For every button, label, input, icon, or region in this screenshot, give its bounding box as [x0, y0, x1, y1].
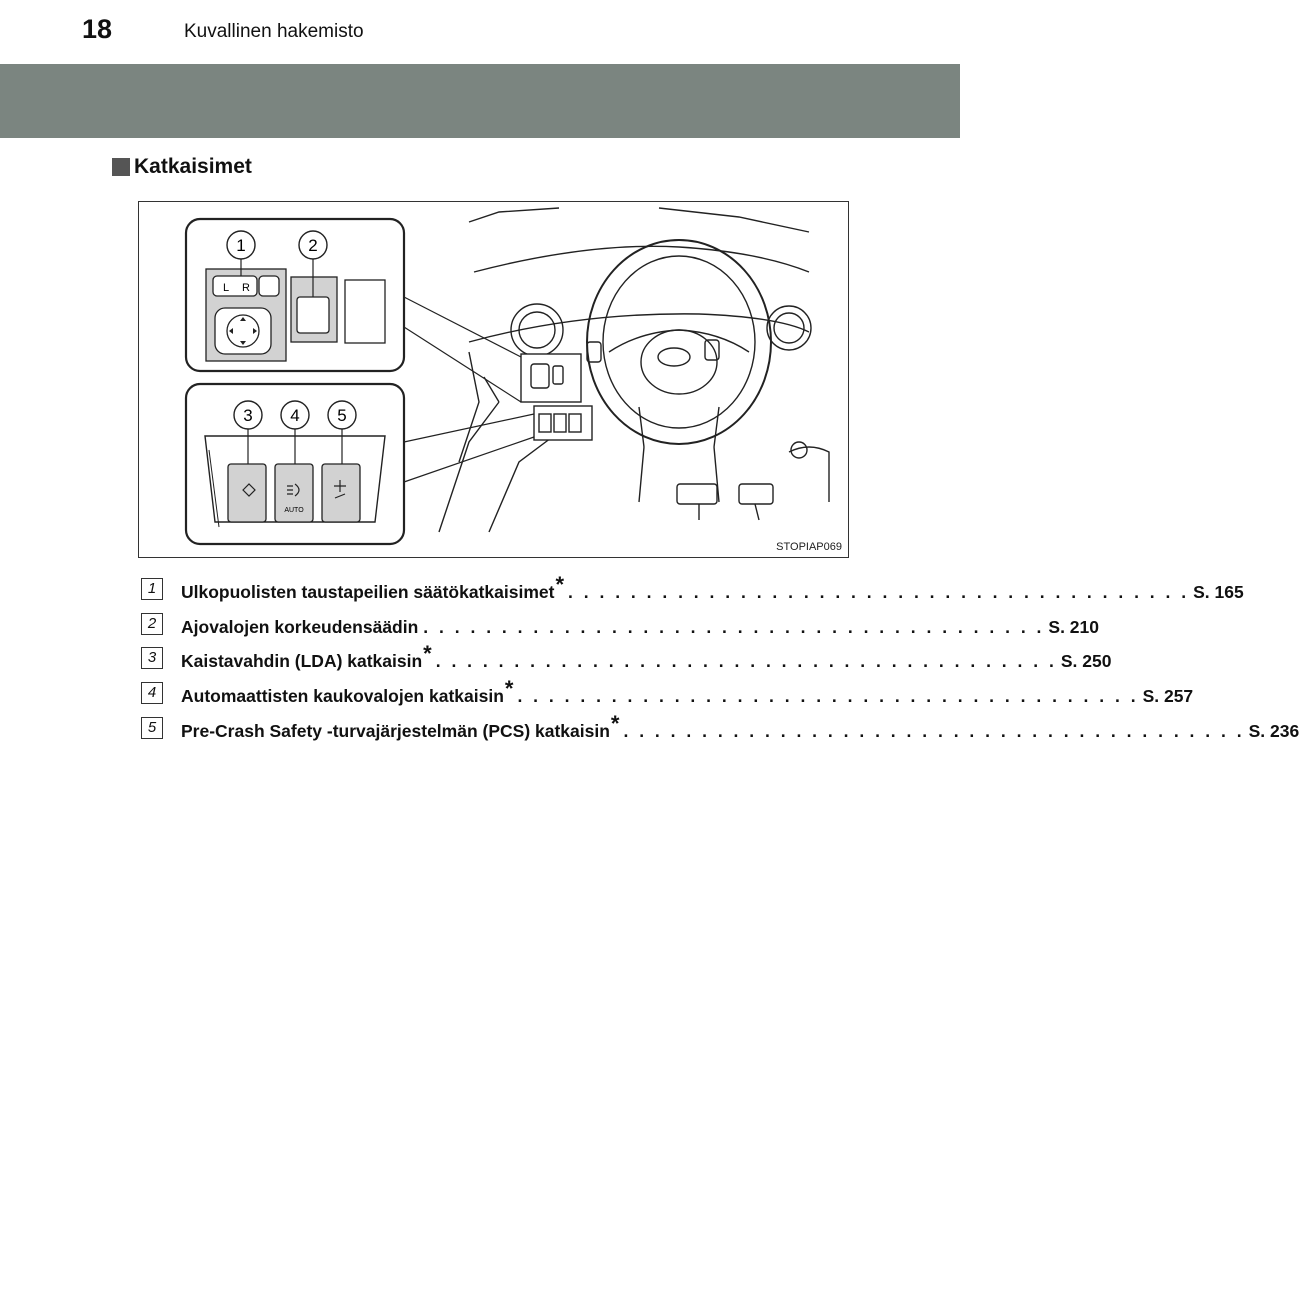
figure-id: STOPIAP069	[776, 541, 842, 553]
item-number: 3	[141, 647, 163, 669]
page-reference-link[interactable]: S. 257	[1142, 686, 1194, 707]
list-item	[141, 641, 1112, 682]
switch-list	[141, 572, 1299, 751]
dot-leader: . . . . . . . . . . . . . . . . . . . . . . . . . . . . . . . . . . . . . . . .	[517, 686, 1139, 707]
item-number: 5	[141, 717, 163, 739]
header-band	[0, 64, 960, 138]
item-number: 4	[141, 682, 163, 704]
dot-leader: . . . . . . . . . . . . . . . . . . . . . . . . . . . . . . . . . . . . . . . .	[423, 616, 1045, 637]
dot-leader: . . . . . . . . . . . . . . . . . . . . . . . . . . . . . . . . . . . . . . . .	[435, 651, 1057, 672]
item-label: Pre-Crash Safety -turvajärjestelmän (PCS) katkaisin*	[181, 710, 620, 741]
dot-leader: . . . . . . . . . . . . . . . . . . . . . . . . . . . . . . . . . . . . . . . .	[623, 720, 1245, 741]
svg-text:5: 5	[337, 406, 347, 425]
list-item	[141, 572, 1244, 613]
dashboard-illustration	[139, 202, 850, 559]
mirror-left-label: L	[223, 282, 230, 294]
item-number: 1	[141, 578, 163, 600]
list-item	[141, 676, 1194, 717]
page-header	[0, 0, 960, 56]
page-reference-link[interactable]: S. 250	[1060, 651, 1112, 672]
list-item	[141, 613, 1100, 648]
item-label: Kaistavahdin (LDA) katkaisin*	[181, 641, 432, 672]
page-reference-link[interactable]: S. 210	[1048, 616, 1100, 637]
svg-text:1: 1	[236, 236, 246, 255]
svg-text:3: 3	[243, 406, 253, 425]
section-title: Katkaisimet	[134, 155, 252, 178]
auto-label: AUTO	[284, 507, 304, 514]
svg-text:2: 2	[308, 236, 318, 255]
page-reference-link[interactable]: S. 236	[1248, 720, 1299, 741]
chapter-title: Kuvallinen hakemisto	[184, 21, 364, 42]
svg-text:4: 4	[290, 406, 300, 425]
item-number: 2	[141, 613, 163, 635]
item-label: Ulkopuolisten taustapeilien säätökatkaisimet*	[181, 572, 565, 602]
page-number: 18	[82, 14, 113, 44]
dot-leader: . . . . . . . . . . . . . . . . . . . . . . . . . . . . . . . . . . . . . . . .	[568, 582, 1190, 602]
item-label: Ajovalojen korkeudensäädin	[181, 616, 419, 637]
switch-location-figure	[138, 201, 849, 558]
mirror-right-label: R	[242, 282, 250, 294]
section-heading	[112, 155, 252, 179]
section-marker-icon	[112, 158, 130, 176]
list-item	[141, 710, 1299, 752]
page-reference-link[interactable]: S. 165	[1193, 582, 1244, 602]
item-label: Automaattisten kaukovalojen katkaisin*	[181, 676, 514, 707]
